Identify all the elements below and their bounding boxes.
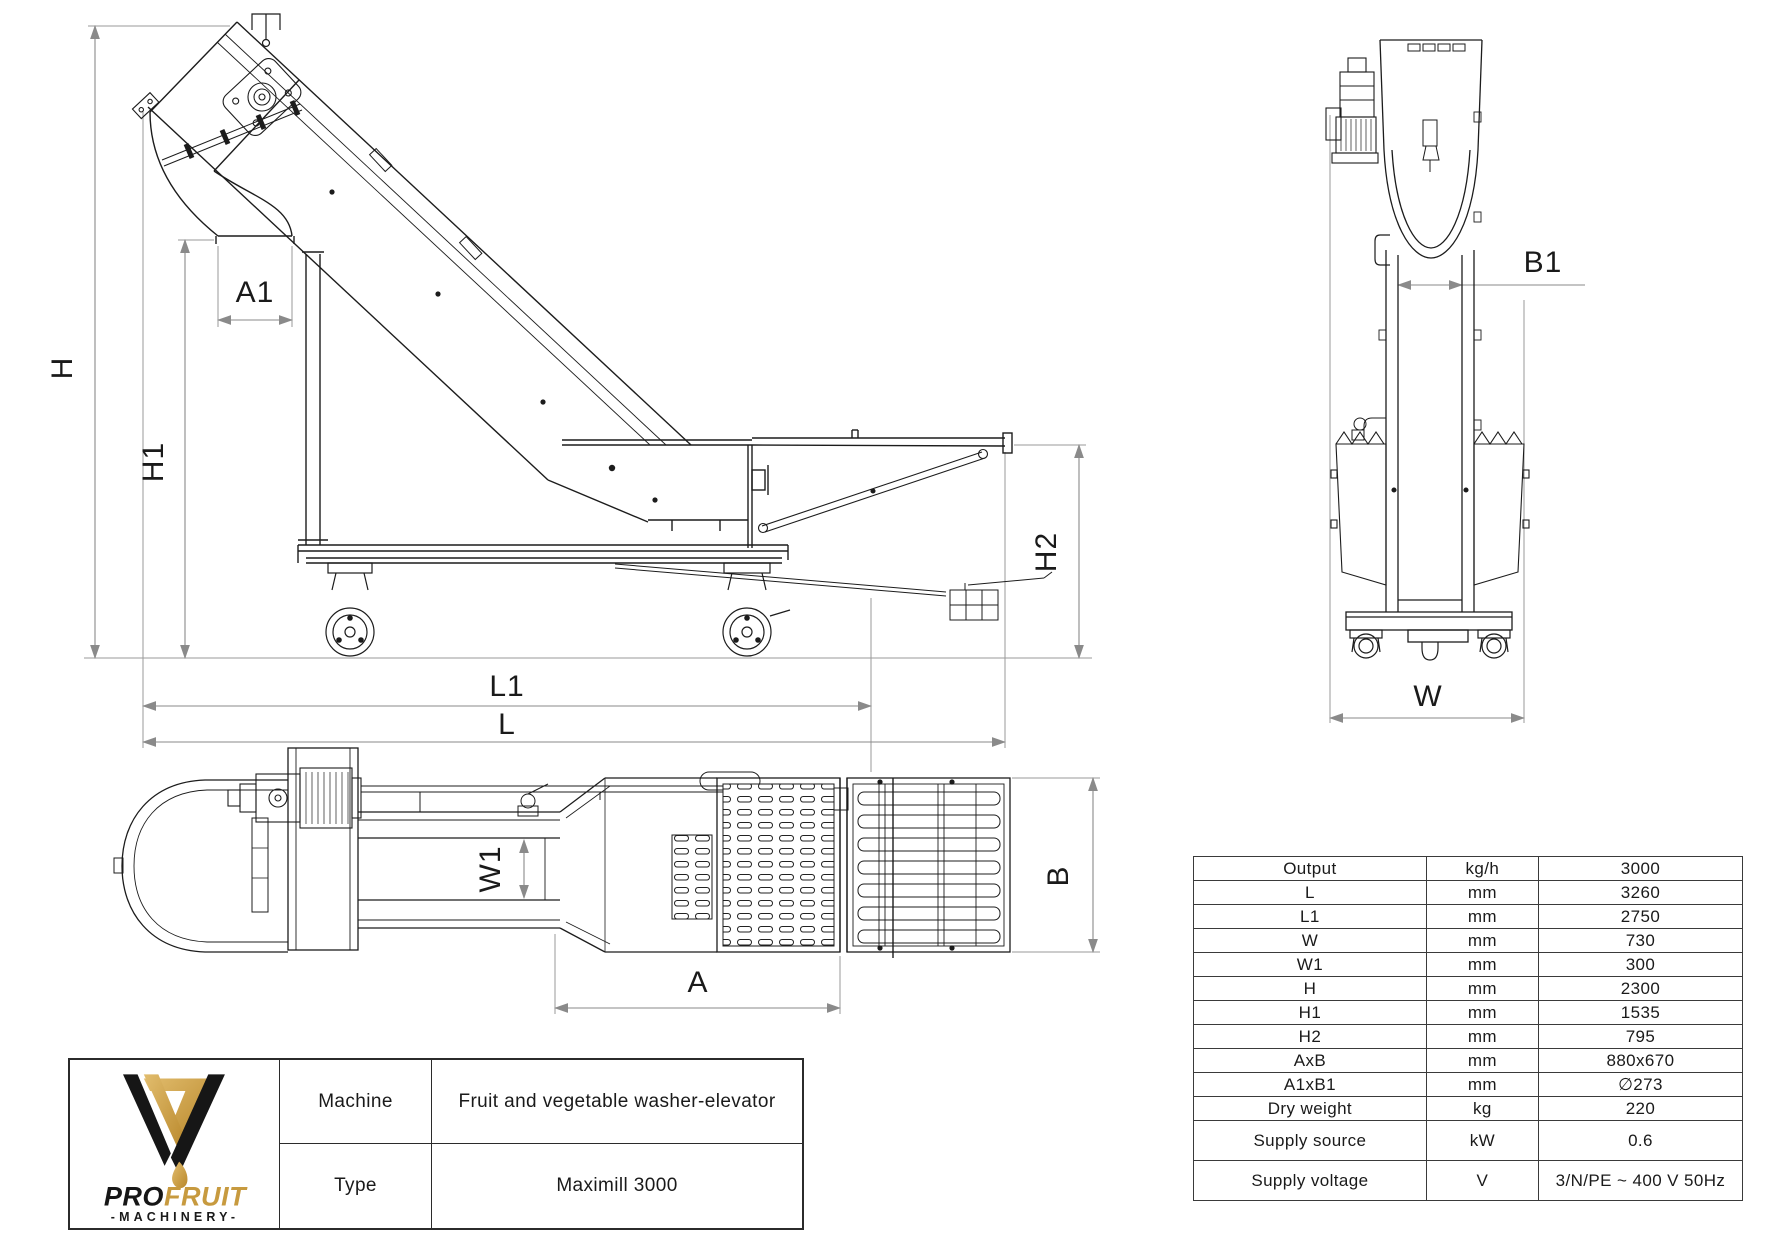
spec-row-dry-weight — [1194, 1097, 1743, 1121]
spec-unit: mm — [1426, 1001, 1538, 1025]
spec-unit: mm — [1426, 1073, 1538, 1097]
title-block — [68, 1058, 804, 1230]
dim-h: H — [46, 356, 79, 380]
spec-param: Supply source — [1194, 1121, 1427, 1161]
spec-value: 795 — [1538, 1025, 1742, 1049]
spec-value: ∅273 — [1538, 1073, 1742, 1097]
spec-param: H2 — [1194, 1025, 1427, 1049]
spec-row-supply-source — [1194, 1121, 1743, 1161]
spec-row-h1 — [1194, 1001, 1743, 1025]
spec-unit: mm — [1426, 905, 1538, 929]
spec-row-l — [1194, 881, 1743, 905]
spec-value: 0.6 — [1538, 1121, 1742, 1161]
spec-param: H — [1194, 977, 1427, 1001]
spec-param: W — [1194, 929, 1427, 953]
spec-unit: V — [1426, 1161, 1538, 1201]
type-label: Type — [280, 1144, 432, 1228]
spec-row-a1xb1 — [1194, 1073, 1743, 1097]
side-view — [132, 14, 1052, 656]
front-view — [1326, 40, 1529, 660]
profruit-logo — [70, 1060, 280, 1228]
spec-unit: kg/h — [1426, 857, 1538, 881]
spec-value: 730 — [1538, 929, 1742, 953]
dim-h2: H2 — [1030, 531, 1063, 573]
spec-param: Supply voltage — [1194, 1161, 1427, 1201]
spec-value: 880x670 — [1538, 1049, 1742, 1073]
top-view — [114, 748, 1010, 958]
spec-param: H1 — [1194, 1001, 1427, 1025]
spec-value: 3/N/PE ~ 400 V 50Hz — [1538, 1161, 1742, 1201]
spec-unit: mm — [1426, 881, 1538, 905]
spec-unit: kg — [1426, 1097, 1538, 1121]
spec-row-output — [1194, 857, 1743, 881]
dim-a: A — [687, 966, 709, 999]
brand-subtitle: -MACHINERY- — [110, 1209, 239, 1222]
spec-table — [1193, 856, 1743, 1201]
spec-row-axb — [1194, 1049, 1743, 1073]
dim-b1: B1 — [1523, 246, 1563, 279]
dim-b: B — [1042, 865, 1075, 887]
spec-unit: mm — [1426, 1049, 1538, 1073]
spec-param: L — [1194, 881, 1427, 905]
spec-unit: mm — [1426, 977, 1538, 1001]
spec-param: AxB — [1194, 1049, 1427, 1073]
spec-param: L1 — [1194, 905, 1427, 929]
spec-value: 3260 — [1538, 881, 1742, 905]
spec-value: 1535 — [1538, 1001, 1742, 1025]
dim-a1: A1 — [235, 276, 275, 309]
spec-row-w — [1194, 929, 1743, 953]
spec-unit: mm — [1426, 929, 1538, 953]
spec-row-h2 — [1194, 1025, 1743, 1049]
machine-value: Fruit and vegetable washer-elevator — [432, 1060, 802, 1144]
spec-unit: kW — [1426, 1121, 1538, 1161]
dim-w: W — [1413, 680, 1443, 713]
profruit-logo-icon — [86, 1066, 264, 1222]
spec-value: 3000 — [1538, 857, 1742, 881]
spec-value: 2750 — [1538, 905, 1742, 929]
spec-value: 300 — [1538, 953, 1742, 977]
brand-text: PROFRUIT — [103, 1181, 246, 1212]
spec-row-w1 — [1194, 953, 1743, 977]
spec-value: 2300 — [1538, 977, 1742, 1001]
dim-w1: W1 — [474, 845, 507, 893]
spec-row-supply-voltage — [1194, 1161, 1743, 1201]
spec-param: Output — [1194, 857, 1427, 881]
spec-param: W1 — [1194, 953, 1427, 977]
dim-h1: H1 — [137, 441, 170, 483]
machine-label: Machine — [280, 1060, 432, 1144]
spec-row-h — [1194, 977, 1743, 1001]
spec-unit: mm — [1426, 953, 1538, 977]
dim-l: L — [498, 708, 516, 741]
spec-value: 220 — [1538, 1097, 1742, 1121]
spec-unit: mm — [1426, 1025, 1538, 1049]
type-value: Maximill 3000 — [556, 1175, 678, 1196]
spec-param: Dry weight — [1194, 1097, 1427, 1121]
spec-row-l1 — [1194, 905, 1743, 929]
spec-param: A1xB1 — [1194, 1073, 1427, 1097]
dim-l1: L1 — [489, 670, 525, 703]
